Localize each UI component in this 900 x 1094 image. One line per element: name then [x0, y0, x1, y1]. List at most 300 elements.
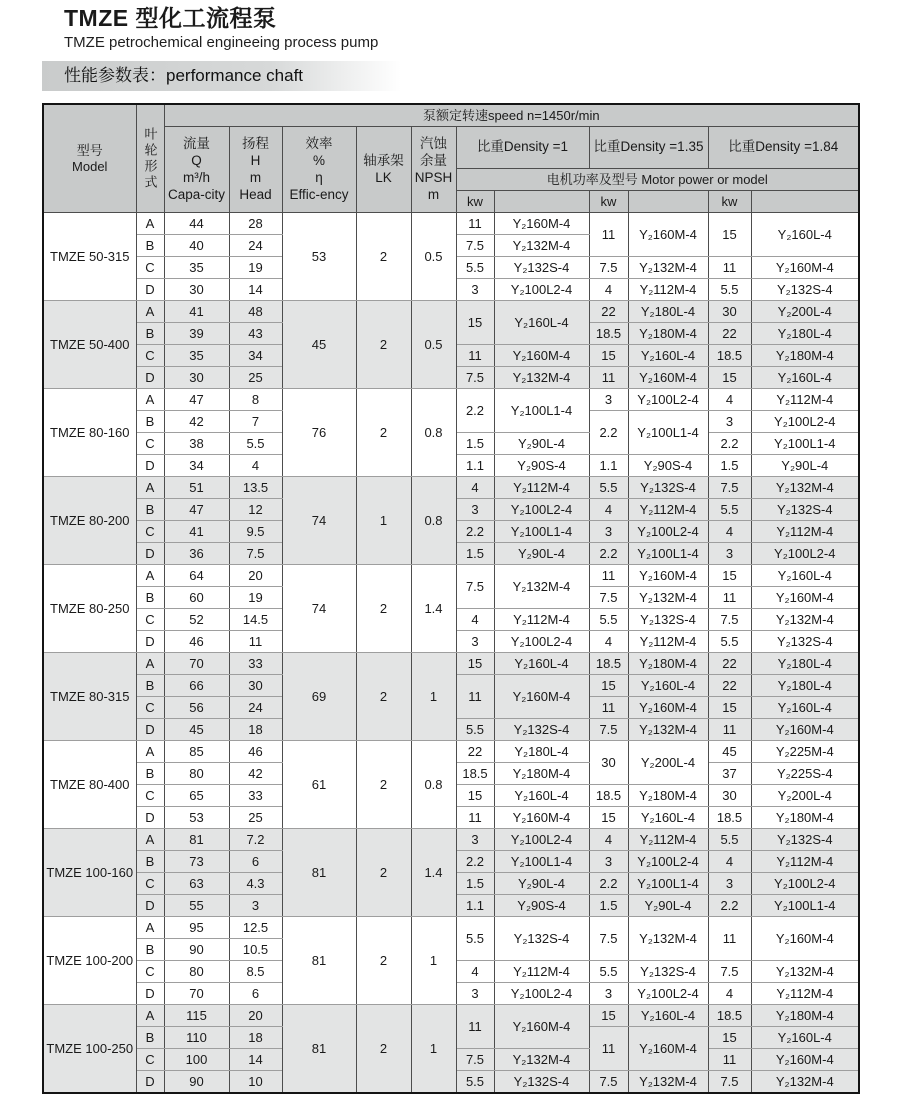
motor-kw-cell: 15	[708, 697, 751, 719]
motor-kw-cell: 7.5	[456, 1049, 494, 1071]
head-cell: 28	[229, 213, 282, 235]
performance-table	[42, 103, 860, 1094]
motor-kw-cell: 4	[589, 279, 628, 301]
motor-kw-cell: 7.5	[708, 961, 751, 983]
motor-kw-cell: 5.5	[708, 829, 751, 851]
impeller-cell: B	[136, 499, 164, 521]
motor-model-cell: Y₂160L-4	[751, 697, 859, 719]
motor-kw-cell: 7.5	[456, 235, 494, 257]
table-header	[43, 104, 859, 213]
motor-kw-cell: 22	[708, 323, 751, 345]
motor-model-cell: Y₂160L-4	[751, 1027, 859, 1049]
motor-kw-cell: 18.5	[708, 345, 751, 367]
npsh-cell: 1	[411, 653, 456, 741]
motor-kw-cell: 5.5	[708, 631, 751, 653]
table-row	[43, 301, 859, 323]
motor-model-cell: Y₂160L-4	[628, 675, 708, 697]
impeller-cell: B	[136, 323, 164, 345]
impeller-cell: A	[136, 301, 164, 323]
npsh-cell: 0.5	[411, 301, 456, 389]
motor-kw-cell: 4	[589, 829, 628, 851]
model-cell: TMZE 80-160	[43, 389, 136, 477]
header-motor-model-2	[628, 191, 708, 213]
motor-kw-cell: 1.5	[456, 433, 494, 455]
motor-kw-cell: 15	[456, 301, 494, 345]
motor-model-cell: Y₂132M-4	[494, 1049, 589, 1071]
bearing-cell: 2	[356, 1005, 411, 1094]
impeller-cell: C	[136, 785, 164, 807]
motor-model-cell: Y₂180L-4	[751, 675, 859, 697]
npsh-cell: 1.4	[411, 829, 456, 917]
motor-model-cell: Y₂180L-4	[751, 653, 859, 675]
head-cell: 46	[229, 741, 282, 763]
bearing-cell: 2	[356, 741, 411, 829]
motor-kw-cell: 15	[589, 345, 628, 367]
head-cell: 12.5	[229, 917, 282, 939]
capacity-cell: 44	[164, 213, 229, 235]
header-kw-1: kw	[456, 191, 494, 213]
motor-kw-cell: 4	[456, 961, 494, 983]
motor-model-cell: Y₂100L1-4	[628, 543, 708, 565]
motor-kw-cell: 7.5	[708, 1071, 751, 1094]
motor-model-cell: Y₂132M-4	[628, 257, 708, 279]
motor-kw-cell: 18.5	[589, 653, 628, 675]
motor-kw-cell: 18.5	[708, 807, 751, 829]
capacity-cell: 90	[164, 1071, 229, 1094]
capacity-cell: 60	[164, 587, 229, 609]
motor-model-cell: Y₂100L2-4	[751, 411, 859, 433]
head-cell: 7.2	[229, 829, 282, 851]
head-cell: 6	[229, 851, 282, 873]
model-cell: TMZE 80-315	[43, 653, 136, 741]
motor-model-cell: Y₂100L2-4	[628, 851, 708, 873]
efficiency-cell: 81	[282, 829, 356, 917]
motor-kw-cell: 18.5	[589, 323, 628, 345]
capacity-cell: 39	[164, 323, 229, 345]
bearing-cell: 2	[356, 301, 411, 389]
capacity-cell: 38	[164, 433, 229, 455]
npsh-cell: 1.4	[411, 565, 456, 653]
motor-kw-cell: 7.5	[589, 257, 628, 279]
header-density-184: 比重Density =1.84	[708, 127, 859, 169]
capacity-cell: 115	[164, 1005, 229, 1027]
motor-kw-cell: 18.5	[589, 785, 628, 807]
capacity-cell: 53	[164, 807, 229, 829]
motor-kw-cell: 15	[708, 565, 751, 587]
motor-model-cell: Y₂132M-4	[494, 367, 589, 389]
table-row	[43, 477, 859, 499]
head-cell: 18	[229, 1027, 282, 1049]
motor-kw-cell: 3	[589, 983, 628, 1005]
page-title: TMZE 型化工流程泵	[64, 5, 277, 31]
bearing-cell: 2	[356, 213, 411, 301]
motor-model-cell: Y₂100L2-4	[494, 631, 589, 653]
head-cell: 19	[229, 587, 282, 609]
motor-model-cell: Y₂100L1-4	[494, 521, 589, 543]
motor-kw-cell: 3	[456, 631, 494, 653]
head-cell: 18	[229, 719, 282, 741]
bearing-cell: 1	[356, 477, 411, 565]
motor-kw-cell: 11	[589, 565, 628, 587]
efficiency-cell: 81	[282, 1005, 356, 1094]
motor-kw-cell: 2.2	[589, 411, 628, 455]
header-model-cn: 型号	[76, 142, 103, 158]
motor-kw-cell: 3	[456, 983, 494, 1005]
motor-kw-cell: 4	[708, 521, 751, 543]
motor-kw-cell: 30	[589, 741, 628, 785]
motor-model-cell: Y₂132S-4	[751, 279, 859, 301]
impeller-cell: C	[136, 873, 164, 895]
motor-kw-cell: 5.5	[456, 1071, 494, 1094]
motor-model-cell: Y₂160M-4	[494, 807, 589, 829]
motor-kw-cell: 30	[708, 301, 751, 323]
motor-model-cell: Y₂100L1-4	[628, 873, 708, 895]
motor-model-cell: Y₂100L2-4	[628, 983, 708, 1005]
impeller-cell: A	[136, 741, 164, 763]
motor-kw-cell: 3	[589, 851, 628, 873]
motor-kw-cell: 22	[708, 675, 751, 697]
head-cell: 42	[229, 763, 282, 785]
motor-model-cell: Y₂90S-4	[628, 455, 708, 477]
impeller-cell: A	[136, 1005, 164, 1027]
motor-model-cell: Y₂132S-4	[628, 961, 708, 983]
motor-kw-cell: 2.2	[589, 873, 628, 895]
motor-model-cell: Y₂112M-4	[751, 983, 859, 1005]
capacity-cell: 47	[164, 499, 229, 521]
motor-kw-cell: 4	[708, 851, 751, 873]
capacity-cell: 35	[164, 257, 229, 279]
motor-kw-cell: 3	[456, 279, 494, 301]
motor-kw-cell: 11	[456, 675, 494, 719]
bearing-cell: 2	[356, 653, 411, 741]
head-cell: 10	[229, 1071, 282, 1094]
head-cell: 4	[229, 455, 282, 477]
table-row	[43, 829, 859, 851]
motor-model-cell: Y₂160M-4	[494, 213, 589, 235]
impeller-cell: B	[136, 675, 164, 697]
motor-model-cell: Y₂100L2-4	[494, 279, 589, 301]
capacity-cell: 85	[164, 741, 229, 763]
head-cell: 30	[229, 675, 282, 697]
motor-model-cell: Y₂112M-4	[628, 279, 708, 301]
motor-kw-cell: 5.5	[589, 609, 628, 631]
motor-model-cell: Y₂160M-4	[628, 367, 708, 389]
motor-model-cell: Y₂160M-4	[494, 1005, 589, 1049]
impeller-cell: D	[136, 895, 164, 917]
header-efficiency: 效率 % η Effic-ency	[282, 127, 356, 213]
capacity-cell: 80	[164, 961, 229, 983]
head-cell: 34	[229, 345, 282, 367]
impeller-cell: A	[136, 477, 164, 499]
motor-model-cell: Y₂160M-4	[494, 345, 589, 367]
table-row	[43, 389, 859, 411]
header-density-1: 比重Density =1	[456, 127, 589, 169]
motor-kw-cell: 22	[708, 653, 751, 675]
capacity-cell: 41	[164, 301, 229, 323]
motor-kw-cell: 7.5	[589, 917, 628, 961]
head-cell: 48	[229, 301, 282, 323]
motor-model-cell: Y₂132M-4	[751, 609, 859, 631]
motor-model-cell: Y₂180M-4	[628, 653, 708, 675]
motor-kw-cell: 4	[708, 389, 751, 411]
header-density-135: 比重Density =1.35	[589, 127, 708, 169]
impeller-cell: B	[136, 939, 164, 961]
motor-kw-cell: 45	[708, 741, 751, 763]
header-motor-model-3	[751, 191, 859, 213]
motor-kw-cell: 11	[708, 1049, 751, 1071]
impeller-cell: D	[136, 631, 164, 653]
motor-model-cell: Y₂112M-4	[628, 631, 708, 653]
head-cell: 20	[229, 1005, 282, 1027]
header-bearing: 轴承架 LK	[356, 127, 411, 213]
header-motor-power: 电机功率及型号 Motor power or model	[456, 169, 859, 191]
head-cell: 25	[229, 807, 282, 829]
motor-kw-cell: 1.5	[708, 455, 751, 477]
motor-model-cell: Y₂112M-4	[628, 829, 708, 851]
motor-kw-cell: 3	[589, 521, 628, 543]
head-cell: 43	[229, 323, 282, 345]
head-cell: 14	[229, 279, 282, 301]
motor-model-cell: Y₂100L1-4	[628, 411, 708, 455]
capacity-cell: 80	[164, 763, 229, 785]
motor-model-cell: Y₂100L2-4	[628, 521, 708, 543]
capacity-cell: 51	[164, 477, 229, 499]
table-row	[43, 565, 859, 587]
capacity-cell: 70	[164, 653, 229, 675]
motor-model-cell: Y₂132S-4	[751, 631, 859, 653]
motor-kw-cell: 15	[708, 1027, 751, 1049]
impeller-cell: C	[136, 433, 164, 455]
motor-kw-cell: 7.5	[589, 1071, 628, 1094]
header-model-en: Model	[72, 158, 108, 174]
impeller-cell: C	[136, 257, 164, 279]
capacity-cell: 30	[164, 279, 229, 301]
motor-kw-cell: 22	[456, 741, 494, 763]
motor-model-cell: Y₂160L-4	[751, 565, 859, 587]
efficiency-cell: 74	[282, 477, 356, 565]
motor-model-cell: Y₂132M-4	[628, 587, 708, 609]
motor-model-cell: Y₂90S-4	[494, 895, 589, 917]
impeller-cell: C	[136, 345, 164, 367]
motor-model-cell: Y₂132M-4	[628, 1071, 708, 1094]
head-cell: 12	[229, 499, 282, 521]
head-cell: 11	[229, 631, 282, 653]
motor-model-cell: Y₂160L-4	[628, 807, 708, 829]
motor-kw-cell: 3	[708, 873, 751, 895]
head-cell: 8.5	[229, 961, 282, 983]
motor-model-cell: Y₂180M-4	[628, 785, 708, 807]
npsh-cell: 0.8	[411, 389, 456, 477]
capacity-cell: 65	[164, 785, 229, 807]
efficiency-cell: 61	[282, 741, 356, 829]
motor-model-cell: Y₂200L-4	[628, 741, 708, 785]
impeller-cell: D	[136, 983, 164, 1005]
motor-kw-cell: 2.2	[456, 389, 494, 433]
impeller-cell: B	[136, 763, 164, 785]
motor-kw-cell: 3	[708, 411, 751, 433]
model-cell: TMZE 50-400	[43, 301, 136, 389]
motor-kw-cell: 7.5	[708, 477, 751, 499]
motor-kw-cell: 3	[456, 829, 494, 851]
capacity-cell: 42	[164, 411, 229, 433]
bearing-cell: 2	[356, 389, 411, 477]
motor-model-cell: Y₂90L-4	[494, 543, 589, 565]
motor-model-cell: Y₂160M-4	[751, 587, 859, 609]
head-cell: 13.5	[229, 477, 282, 499]
motor-kw-cell: 15	[456, 653, 494, 675]
motor-kw-cell: 1.5	[456, 873, 494, 895]
motor-model-cell: Y₂132S-4	[494, 257, 589, 279]
impeller-cell: C	[136, 961, 164, 983]
motor-kw-cell: 2.2	[456, 851, 494, 873]
motor-kw-cell: 15	[456, 785, 494, 807]
motor-kw-cell: 15	[589, 1005, 628, 1027]
table-row	[43, 1005, 859, 1027]
motor-model-cell: Y₂160L-4	[751, 367, 859, 389]
impeller-cell: D	[136, 543, 164, 565]
motor-kw-cell: 4	[589, 499, 628, 521]
motor-model-cell: Y₂100L2-4	[494, 499, 589, 521]
motor-model-cell: Y₂160M-4	[494, 675, 589, 719]
impeller-cell: D	[136, 807, 164, 829]
efficiency-cell: 53	[282, 213, 356, 301]
model-cell: TMZE 50-315	[43, 213, 136, 301]
motor-kw-cell: 15	[589, 675, 628, 697]
header-kw-2: kw	[589, 191, 628, 213]
motor-model-cell: Y₂180L-4	[751, 323, 859, 345]
motor-model-cell: Y₂132M-4	[751, 477, 859, 499]
motor-model-cell: Y₂112M-4	[494, 477, 589, 499]
model-cell: TMZE 80-400	[43, 741, 136, 829]
motor-kw-cell: 1.5	[456, 543, 494, 565]
head-cell: 7.5	[229, 543, 282, 565]
motor-model-cell: Y₂132M-4	[494, 565, 589, 609]
motor-kw-cell: 5.5	[456, 257, 494, 279]
efficiency-cell: 76	[282, 389, 356, 477]
motor-model-cell: Y₂160L-4	[628, 1005, 708, 1027]
motor-kw-cell: 11	[708, 719, 751, 741]
motor-model-cell: Y₂112M-4	[751, 389, 859, 411]
motor-model-cell: Y₂132M-4	[628, 719, 708, 741]
npsh-cell: 1	[411, 917, 456, 1005]
motor-kw-cell: 7.5	[456, 565, 494, 609]
capacity-cell: 52	[164, 609, 229, 631]
head-cell: 24	[229, 697, 282, 719]
header-capacity: 流量 Q m³/h Capa-city	[164, 127, 229, 213]
motor-kw-cell: 3	[456, 499, 494, 521]
npsh-cell: 0.5	[411, 213, 456, 301]
head-cell: 33	[229, 653, 282, 675]
motor-kw-cell: 7.5	[589, 719, 628, 741]
motor-model-cell: Y₂132S-4	[494, 1071, 589, 1094]
header-model	[43, 104, 136, 213]
motor-model-cell: Y₂100L2-4	[628, 389, 708, 411]
bearing-cell: 2	[356, 829, 411, 917]
efficiency-cell: 81	[282, 917, 356, 1005]
motor-kw-cell: 5.5	[708, 279, 751, 301]
model-cell: TMZE 100-200	[43, 917, 136, 1005]
motor-model-cell: Y₂132M-4	[751, 1071, 859, 1094]
npsh-cell: 1	[411, 1005, 456, 1094]
motor-model-cell: Y₂100L2-4	[751, 543, 859, 565]
motor-model-cell: Y₂160M-4	[751, 917, 859, 961]
capacity-cell: 70	[164, 983, 229, 1005]
impeller-cell: A	[136, 389, 164, 411]
motor-kw-cell: 11	[708, 917, 751, 961]
motor-model-cell: Y₂225S-4	[751, 763, 859, 785]
impeller-cell: A	[136, 653, 164, 675]
head-cell: 7	[229, 411, 282, 433]
motor-kw-cell: 5.5	[589, 961, 628, 983]
motor-model-cell: Y₂132M-4	[628, 917, 708, 961]
motor-model-cell: Y₂132S-4	[751, 499, 859, 521]
impeller-cell: B	[136, 235, 164, 257]
capacity-cell: 46	[164, 631, 229, 653]
motor-kw-cell: 11	[456, 213, 494, 235]
motor-kw-cell: 4	[456, 609, 494, 631]
capacity-cell: 30	[164, 367, 229, 389]
motor-model-cell: Y₂132S-4	[628, 609, 708, 631]
head-cell: 6	[229, 983, 282, 1005]
motor-kw-cell: 11	[456, 1005, 494, 1049]
impeller-cell: A	[136, 829, 164, 851]
motor-model-cell: Y₂100L1-4	[494, 851, 589, 873]
model-cell: TMZE 80-200	[43, 477, 136, 565]
motor-kw-cell: 4	[708, 983, 751, 1005]
capacity-cell: 41	[164, 521, 229, 543]
head-cell: 14	[229, 1049, 282, 1071]
capacity-cell: 34	[164, 455, 229, 477]
impeller-cell: D	[136, 719, 164, 741]
motor-kw-cell: 1.1	[589, 455, 628, 477]
motor-model-cell: Y₂180M-4	[751, 345, 859, 367]
motor-model-cell: Y₂160M-4	[751, 1049, 859, 1071]
motor-kw-cell: 11	[589, 213, 628, 257]
head-cell: 5.5	[229, 433, 282, 455]
document-page	[0, 5, 900, 1090]
head-cell: 8	[229, 389, 282, 411]
motor-model-cell: Y₂112M-4	[751, 851, 859, 873]
motor-model-cell: Y₂90S-4	[494, 455, 589, 477]
motor-kw-cell: 5.5	[456, 917, 494, 961]
motor-kw-cell: 1.1	[456, 895, 494, 917]
motor-kw-cell: 11	[456, 807, 494, 829]
model-cell: TMZE 100-250	[43, 1005, 136, 1094]
motor-model-cell: Y₂225M-4	[751, 741, 859, 763]
bearing-cell: 2	[356, 565, 411, 653]
motor-kw-cell: 11	[589, 1027, 628, 1071]
capacity-cell: 36	[164, 543, 229, 565]
motor-kw-cell: 5.5	[589, 477, 628, 499]
motor-model-cell: Y₂112M-4	[494, 609, 589, 631]
capacity-cell: 100	[164, 1049, 229, 1071]
motor-model-cell: Y₂90L-4	[628, 895, 708, 917]
motor-model-cell: Y₂132S-4	[751, 829, 859, 851]
motor-model-cell: Y₂100L1-4	[751, 433, 859, 455]
motor-model-cell: Y₂160L-4	[494, 785, 589, 807]
header-rated-speed: 泵额定转速speed n=1450r/min	[164, 104, 859, 127]
capacity-cell: 110	[164, 1027, 229, 1049]
header-npsh: 汽蚀 余量 NPSH m	[411, 127, 456, 213]
motor-model-cell: Y₂180M-4	[751, 807, 859, 829]
motor-model-cell: Y₂200L-4	[751, 785, 859, 807]
motor-kw-cell: 4	[589, 631, 628, 653]
motor-kw-cell: 5.5	[708, 499, 751, 521]
capacity-cell: 64	[164, 565, 229, 587]
head-cell: 25	[229, 367, 282, 389]
motor-model-cell: Y₂132M-4	[494, 235, 589, 257]
header-impeller	[136, 104, 164, 213]
